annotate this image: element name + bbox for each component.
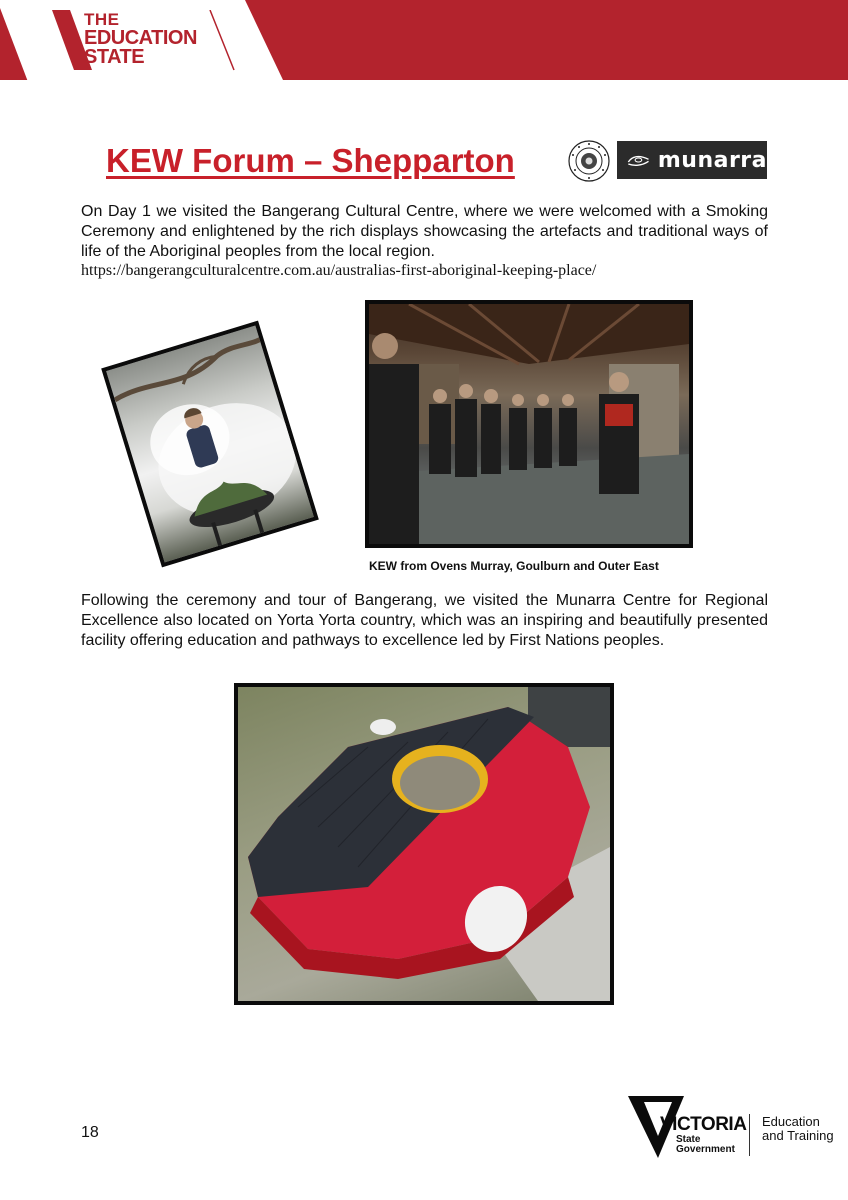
page-title: KEW Forum – Shepparton — [106, 142, 515, 179]
bangerang-seal-icon — [567, 139, 611, 183]
banner-red-block — [245, 0, 848, 80]
logo-line-education: EDUCATION — [84, 27, 197, 49]
photo-caption: KEW from Ovens Murray, Goulburn and Outer East — [369, 559, 659, 573]
munarra-building-illustration — [238, 687, 610, 1001]
smoking-ceremony-illustration — [106, 323, 319, 567]
munarra-logo — [617, 141, 767, 179]
banner-left-accent — [0, 0, 44, 80]
cultural-centre-tour-photo — [365, 300, 693, 548]
header-banner — [0, 0, 848, 80]
page-number: 18 — [81, 1124, 99, 1141]
logo-line-the: THE — [84, 10, 120, 29]
tour-group-illustration — [369, 304, 689, 544]
munarra-wordmark: munarra — [657, 147, 767, 173]
victoria-wordmark: VICTORIA — [660, 1114, 747, 1135]
government-label: Government — [676, 1144, 735, 1155]
logo-thin-stroke-icon — [208, 10, 236, 72]
intro-paragraph: On Day 1 we visited the Bangerang Cultural Centre, where we were welcomed with a Smoking Ceremony and enlightened by the rich displays showcasing the artefacts and traditional ways of life of the Aboriginal peoples from the local region. — [81, 203, 768, 260]
munarra-hands-icon — [627, 149, 650, 171]
department-line-1: Education — [762, 1114, 820, 1129]
state-label: State — [676, 1134, 701, 1145]
bangerang-link[interactable]: https://bangerangculturalcentre.com.au/australias-first-aboriginal-keeping-place/ — [81, 262, 597, 279]
logo-line-state: STATE — [84, 46, 145, 68]
smoking-ceremony-photo — [101, 321, 319, 568]
footer-logo-divider — [749, 1114, 750, 1156]
education-state-logo — [84, 10, 197, 67]
department-line-2: and Training — [762, 1128, 834, 1143]
munarra-paragraph: Following the ceremony and tour of Bangerang, we visited the Munarra Centre for Regional Excellence also located on Yorta Yorta country, which was an inspiring and beautifully presented facility offering education and pathways to excellence led by First Nations peoples. — [81, 592, 768, 649]
munarra-centre-aerial-photo — [234, 683, 614, 1005]
